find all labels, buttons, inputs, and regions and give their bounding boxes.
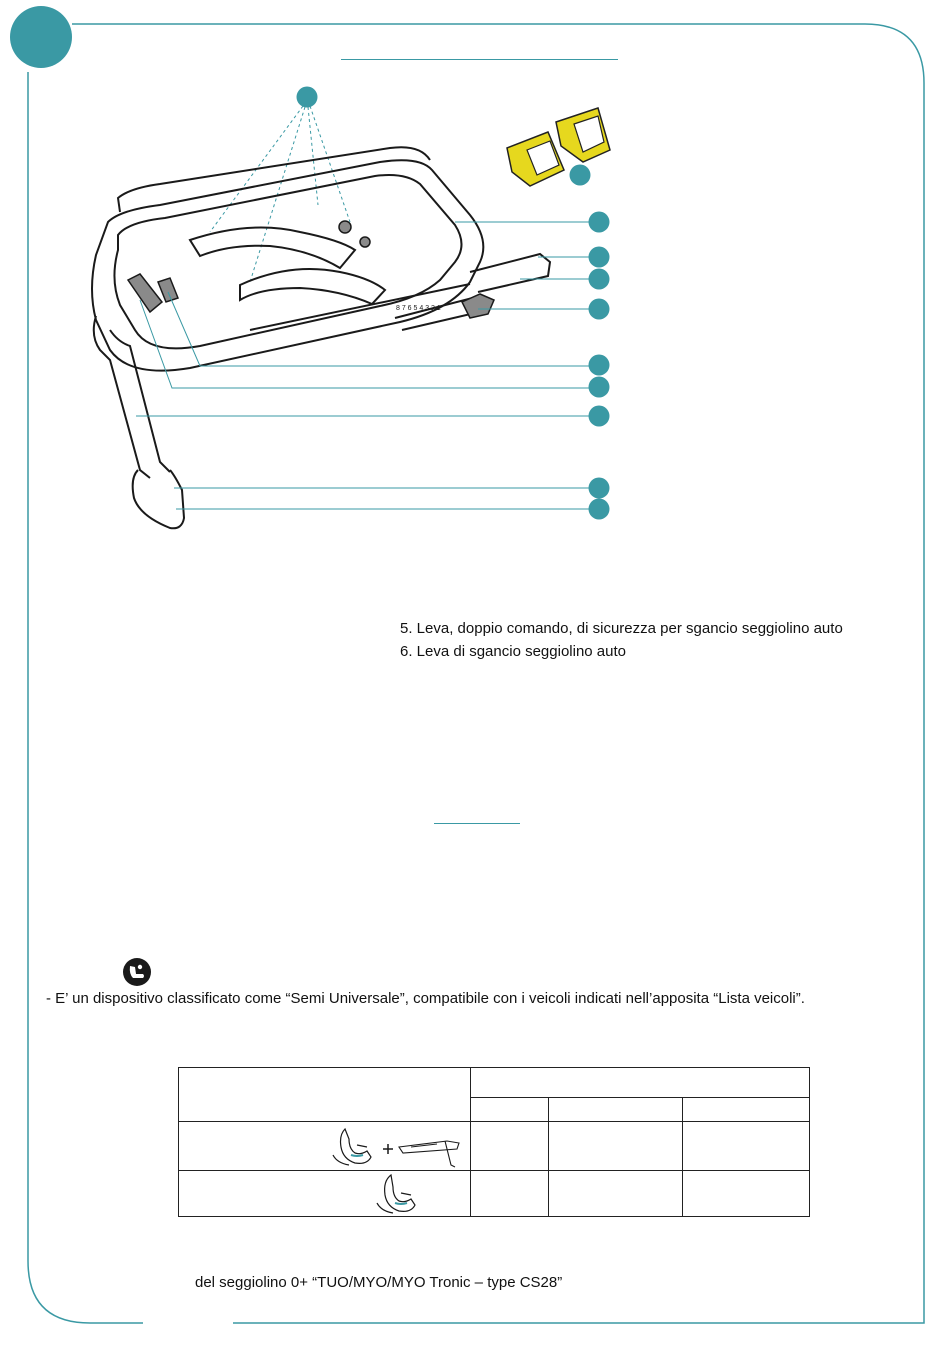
table-row (179, 1171, 810, 1217)
table-cell (549, 1122, 683, 1171)
legend-item-6: 6. Leva di sgancio seggiolino auto (400, 643, 626, 660)
table-cell-header-right (471, 1068, 810, 1098)
table-cell (471, 1122, 549, 1171)
table-cell (549, 1098, 683, 1122)
footer-text: del seggiolino 0+ “TUO/MYO/MYO Tronic – type CS28” (195, 1274, 563, 1291)
callout-badge (589, 299, 610, 320)
table-cell (683, 1171, 810, 1217)
table-cell-header-left (179, 1068, 471, 1122)
callout-badge (589, 355, 610, 376)
callout-badge (589, 212, 610, 233)
title-rule (341, 59, 618, 60)
callout-badge-clips (570, 165, 591, 186)
isofix-child-seat-icon (122, 957, 152, 987)
callout-badge (589, 247, 610, 268)
compatibility-table (178, 1067, 810, 1217)
car-seat-icon (371, 1171, 421, 1217)
callout-badge (589, 377, 610, 398)
yellow-clip-icon (507, 108, 610, 186)
table-row (179, 1122, 810, 1171)
table-cell-seat-with-base (179, 1122, 471, 1171)
callout-badge (589, 269, 610, 290)
isofix-note: - E’ un dispositivo classificato come “Semi Universale”, compatibile con i veicoli indicati nell’apposita “Lista veicoli”. (46, 990, 805, 1007)
legend-item-5: 5. Leva, doppio comando, di sicurezza per sgancio seggiolino auto (400, 620, 843, 637)
car-seat-with-base-icon (327, 1125, 467, 1169)
callout-badge-top (297, 87, 318, 108)
isofix-base-diagram (0, 80, 950, 540)
section-marker-dot (10, 6, 72, 68)
table-cell (471, 1098, 549, 1122)
callout-badge (589, 478, 610, 499)
table-cell-seat (179, 1171, 471, 1217)
plus-icon (383, 1144, 393, 1154)
table-cell (683, 1122, 810, 1171)
svg-text:8 7 6 5 4 3 2 1: 8 7 6 5 4 3 2 1 (396, 305, 441, 312)
section-rule (434, 823, 520, 824)
table-cell (471, 1171, 549, 1217)
callout-badge (589, 406, 610, 427)
table-cell (683, 1098, 810, 1122)
table-cell (549, 1171, 683, 1217)
callout-badge (589, 499, 610, 520)
